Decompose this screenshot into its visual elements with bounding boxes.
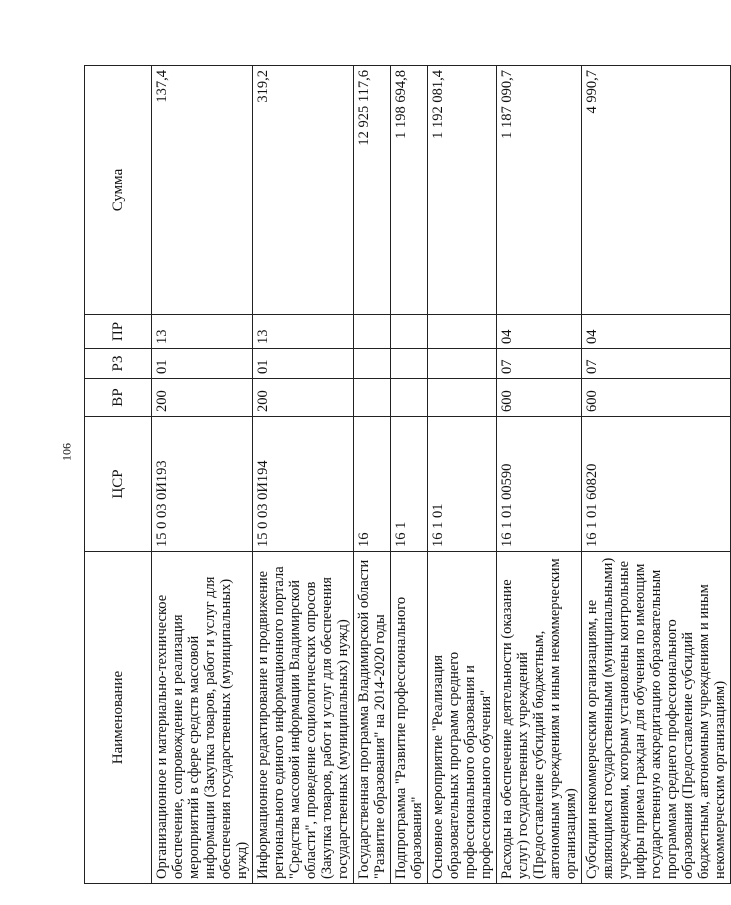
cell-csr: 16 1 [391, 417, 428, 552]
cell-name: Государственная программа Владимирской области "Развитие образования" на 2014-2020 годы [354, 552, 391, 884]
header-csr: ЦСР [85, 417, 152, 552]
budget-table [84, 65, 731, 884]
cell-pr: 13 [152, 315, 253, 349]
header-name: Наименование [85, 552, 152, 884]
cell-name: Информационное редактирование и продвижение регионального единого информационного портала "Средства массовой информации Владимирской области", проведение социологических опросов (Закупка товаров, работ и услуг для обеспечения государственных (муниципальных) нужд) [253, 552, 354, 884]
cell-vr: 200 [253, 379, 354, 417]
cell-name: Основное мероприятие "Реализация образовательных программ среднего профессионального образования и профессионального обучения" [428, 552, 497, 884]
cell-sum: 12 925 117,6 [354, 66, 391, 315]
cell-pr: 13 [253, 315, 354, 349]
cell-vr [428, 379, 497, 417]
cell-csr: 16 1 01 00590 [497, 417, 582, 552]
cell-name: Организационное и материально-техническое обеспечение, сопровождение и реализация мероприятий в сфере средств массовой информации (Закупка товаров, работ и услуг для обеспечения государственных (муниципальных) нужд) [152, 552, 253, 884]
table-row [391, 66, 428, 884]
cell-rz [391, 349, 428, 379]
table-header-row [85, 66, 152, 884]
cell-vr: 600 [582, 379, 731, 417]
cell-rz [354, 349, 391, 379]
header-pr: ПР [85, 315, 152, 349]
cell-name: Расходы на обеспечение деятельности (оказание услуг) государственных учреждений (Предоставление субсидий бюджетным, автономным учреждениям и иным некоммерческим организациям) [497, 552, 582, 884]
cell-rz: 07 [582, 349, 731, 379]
cell-pr [391, 315, 428, 349]
header-sum: Сумма [85, 66, 152, 315]
table-row [253, 66, 354, 884]
cell-csr: 15 0 03 0И193 [152, 417, 253, 552]
cell-csr: 16 1 01 [428, 417, 497, 552]
rotated-table-container [84, 66, 728, 884]
cell-pr: 04 [497, 315, 582, 349]
cell-rz: 01 [253, 349, 354, 379]
cell-sum: 1 198 694,8 [391, 66, 428, 315]
table-row [152, 66, 253, 884]
cell-vr [391, 379, 428, 417]
cell-name: Субсидии некоммерческим организациям, не являющимся государственными (муниципальными) учреждениями, которым установлены контрольные цифры приема граждан для обучения по имеющим государственную аккредитацию образовательным программам среднего профессионального образования (Предоставление субсидий бюджетным, автономным учреждениям и иным некоммерческим организациям) [582, 552, 731, 884]
cell-sum: 319,2 [253, 66, 354, 315]
cell-rz [428, 349, 497, 379]
table-row [354, 66, 391, 884]
cell-csr: 16 1 01 60820 [582, 417, 731, 552]
cell-sum: 1 192 081,4 [428, 66, 497, 315]
header-vr: ВР [85, 379, 152, 417]
page-number: 106 [59, 443, 74, 461]
table-row [497, 66, 582, 884]
table-row [582, 66, 731, 884]
cell-vr: 200 [152, 379, 253, 417]
cell-csr: 16 [354, 417, 391, 552]
cell-sum: 137,4 [152, 66, 253, 315]
cell-vr [354, 379, 391, 417]
cell-pr [428, 315, 497, 349]
cell-vr: 600 [497, 379, 582, 417]
cell-rz: 01 [152, 349, 253, 379]
cell-sum: 1 187 090,7 [497, 66, 582, 315]
cell-csr: 15 0 03 0И194 [253, 417, 354, 552]
cell-pr [354, 315, 391, 349]
cell-name: Подпрограмма "Развитие профессионального образования" [391, 552, 428, 884]
header-rz: РЗ [85, 349, 152, 379]
cell-pr: 04 [582, 315, 731, 349]
table-row [428, 66, 497, 884]
cell-rz: 07 [497, 349, 582, 379]
cell-sum: 4 990,7 [582, 66, 731, 315]
